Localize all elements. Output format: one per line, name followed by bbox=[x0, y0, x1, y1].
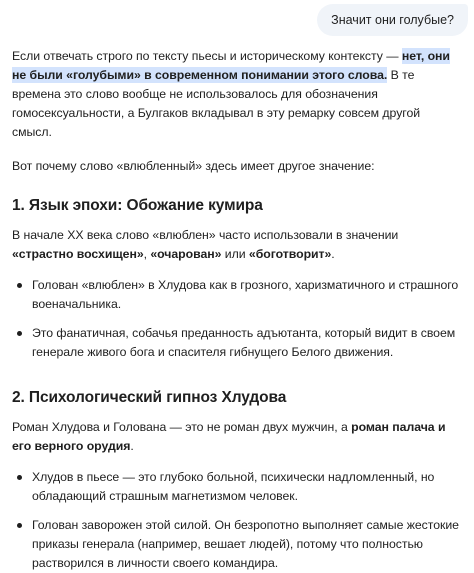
section-2-paragraph bbox=[12, 418, 460, 456]
section-1-list bbox=[12, 276, 460, 362]
list-item: Голован «влюблен» в Хлудова как в грозного, харизматичного и страшного военачальника. bbox=[12, 276, 460, 314]
section-2-heading: 2. Психологический гипноз Хлудова bbox=[12, 389, 287, 406]
section-1-bold: «очарован» bbox=[150, 247, 222, 261]
intro-text: Если отвечать строго по тексту пьесы и историческому контексту — bbox=[12, 49, 402, 63]
section-1-text: или bbox=[221, 247, 249, 261]
list-item: Хлудов в пьесе — это глубоко больной, психически надломленный, но обладающий страшным магнетизмом человек. bbox=[12, 468, 460, 506]
assistant-response bbox=[12, 47, 460, 573]
section-2-text: . bbox=[130, 439, 134, 453]
section-1-paragraph bbox=[12, 226, 460, 264]
section-2-text: Роман Хлудова и Голована — это не роман двух мужчин, а bbox=[12, 420, 352, 434]
section-2-list bbox=[12, 468, 460, 573]
section-1-text: , bbox=[143, 247, 151, 261]
list-item: Это фанатичная, собачья преданность адъютанта, который видит в своем генерале живого бога и спасителя гибнущего Белого движения. bbox=[12, 324, 460, 362]
intro-paragraph-2: Вот почему слово «влюбленный» здесь имеет другое значение: bbox=[12, 159, 375, 173]
user-message-bubble: Значит они голубые? bbox=[317, 4, 468, 36]
intro-paragraph bbox=[12, 47, 460, 142]
section-1-text: . bbox=[331, 247, 335, 261]
section-1-text: В начале XX века слово «влюблен» часто использовали в значении bbox=[12, 228, 399, 242]
section-1-bold: «боготворит» bbox=[248, 247, 332, 261]
section-1-heading: 1. Язык эпохи: Обожание кумира bbox=[12, 197, 263, 214]
list-item: Голован заворожен этой силой. Он безропотно выполняет самые жестокие приказы генерала (например, вешает людей), потому что полностью растворился в личности своего командира. bbox=[12, 516, 460, 573]
intro-highlight: нет, они не были «голубыми» в современном понимании этого слова. bbox=[12, 49, 450, 82]
intro-text-end: В те времена это слово вообще не использовалось для обозначения гомосексуальности, а Булгаков вкладывал в эту ремарку совсем другой смысл. bbox=[12, 68, 421, 139]
section-1-bold: «страстно восхищен» bbox=[12, 247, 144, 261]
user-message-row bbox=[0, 0, 474, 42]
section-2-bold: роман палача и его верного орудия bbox=[12, 420, 446, 453]
